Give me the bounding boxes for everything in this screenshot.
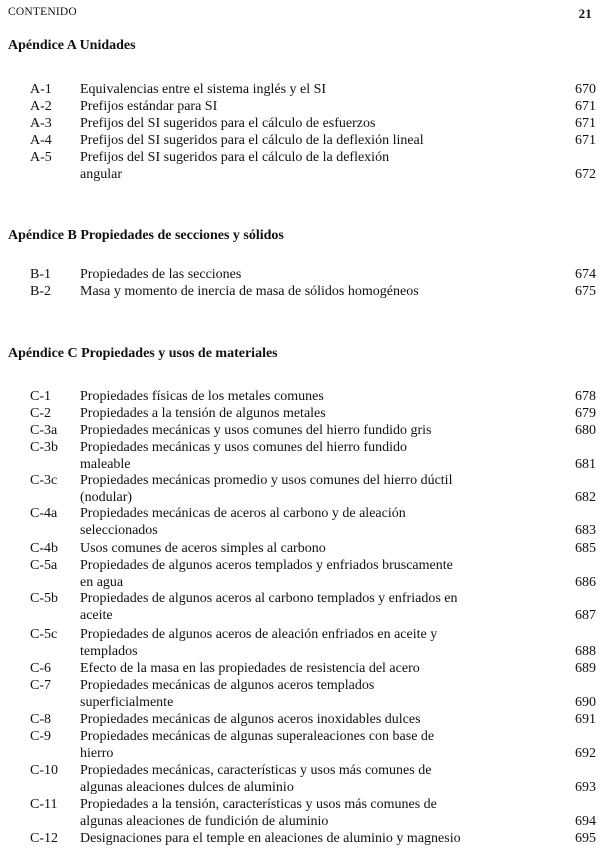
entry-title: [80, 830, 535, 847]
entry-title-line: Designaciones para el temple en aleaciones de aluminio y magnesio: [80, 831, 461, 846]
entry-title: [80, 590, 535, 624]
entry-page-number: 672: [575, 167, 596, 182]
entry-title-line: Propiedades de algunos aceros templados y enfriados bruscamente: [80, 558, 453, 573]
entry-title-line: Propiedades de las secciones: [80, 267, 242, 282]
entry-title: [80, 439, 535, 473]
entry-code: C-10: [30, 763, 58, 778]
entry-title: [80, 505, 535, 539]
entry-page-number: 679: [575, 406, 596, 421]
entry-page-number: 691: [575, 712, 596, 727]
entry-page-number: 683: [575, 523, 596, 538]
entry-title-line: Propiedades a la tensión de algunos metales: [80, 406, 326, 421]
entry-title: [80, 149, 535, 183]
entry-title-line: algunas aleaciones de fundición de aluminio: [80, 814, 329, 829]
entry-page-number: 694: [575, 814, 596, 829]
entry-code: B-2: [30, 284, 51, 299]
entry-code: C-7: [30, 678, 51, 693]
entry-code: C-3b: [30, 440, 58, 455]
entry-title: [80, 796, 535, 830]
entry-title: [80, 626, 535, 660]
entry-page-number: 678: [575, 389, 596, 404]
entry-page-number: 685: [575, 541, 596, 556]
entry-code: C-5a: [30, 558, 58, 573]
entry-code: C-3a: [30, 423, 58, 438]
entry-title-line: angular: [80, 167, 122, 182]
entry-title-line: aceite: [80, 608, 113, 623]
entry-title-line: Equivalencias entre el sistema inglés y el SI: [80, 82, 327, 97]
entry-page-number: 689: [575, 661, 596, 676]
entry-code: C-8: [30, 712, 51, 727]
entry-title-line: Propiedades mecánicas y usos comunes del hierro fundido: [80, 440, 407, 455]
entry-title-line: Propiedades mecánicas de algunos aceros inoxidables dulces: [80, 712, 421, 727]
entry-title-line: Prefijos del SI sugeridos para el cálculo de la deflexión: [80, 150, 390, 165]
entry-title-line: Propiedades mecánicas y usos comunes del hierro fundido gris: [80, 423, 432, 438]
entry-page-number: 695: [575, 831, 596, 846]
section-title: Apéndice C Propiedades y usos de materiales: [8, 346, 278, 361]
entry-title: [80, 405, 535, 422]
entry-title: [80, 283, 535, 300]
entry-page-number: 675: [575, 284, 596, 299]
section-title: Apéndice A Unidades: [8, 38, 136, 53]
entry-page-number: 680: [575, 423, 596, 438]
entry-code: C-2: [30, 406, 51, 421]
running-header-title: CONTENIDO: [8, 6, 77, 18]
entry-title-line: Propiedades de algunos aceros al carbono templados y enfriados en: [80, 591, 458, 606]
entry-page-number: 671: [575, 116, 596, 131]
entry-page-number: 674: [575, 267, 596, 282]
entry-code: C-11: [30, 797, 58, 812]
entry-page-number: 686: [575, 575, 596, 590]
entry-page-number: 688: [575, 644, 596, 659]
entry-title: [80, 81, 535, 98]
entry-title: [80, 388, 535, 405]
entry-title: [80, 540, 535, 557]
entry-title: [80, 266, 535, 283]
entry-title: [80, 132, 535, 149]
entry-title-line: Propiedades mecánicas de algunas superaleaciones con base de: [80, 729, 435, 744]
entry-title-line: templados: [80, 644, 138, 659]
section-title: Apéndice B Propiedades de secciones y sólidos: [8, 228, 284, 243]
entry-title-line: Propiedades mecánicas, características y usos más comunes de: [80, 763, 432, 778]
entry-title-line: Prefijos estándar para SI: [80, 99, 218, 114]
entry-title-line: Prefijos del SI sugeridos para el cálculo de esfuerzos: [80, 116, 376, 131]
running-header: [8, 6, 592, 22]
entry-title-line: algunas aleaciones dulces de aluminio: [80, 780, 294, 795]
entry-code: A-2: [30, 99, 52, 114]
entry-page-number: 671: [575, 99, 596, 114]
entry-title-line: Propiedades mecánicas de aceros al carbono y de aleación: [80, 506, 406, 521]
entry-title: [80, 557, 535, 591]
entry-code: A-1: [30, 82, 52, 97]
entry-title: [80, 115, 535, 132]
entry-title-line: Propiedades mecánicas de algunos aceros templados: [80, 678, 375, 693]
entry-code: A-3: [30, 116, 52, 131]
entry-title: [80, 677, 535, 711]
entry-title-line: Propiedades de algunos aceros de aleación enfriados en aceite y: [80, 627, 438, 642]
entry-title-line: Efecto de la masa en las propiedades de resistencia del acero: [80, 661, 420, 676]
entry-title-line: en agua: [80, 575, 124, 590]
entry-title: [80, 472, 535, 506]
entry-title-line: Masa y momento de inercia de masa de sólidos homogéneos: [80, 284, 419, 299]
entry-title-line: hierro: [80, 746, 114, 761]
entry-code: B-1: [30, 267, 51, 282]
entry-title: [80, 422, 535, 439]
entry-title-line: (nodular): [80, 490, 133, 505]
entry-title: [80, 660, 535, 677]
entry-page-number: 692: [575, 746, 596, 761]
entry-code: C-9: [30, 729, 51, 744]
entry-code: A-5: [30, 150, 52, 165]
entry-title: [80, 728, 535, 762]
entry-page-number: 687: [575, 608, 596, 623]
entry-page-number: 670: [575, 82, 596, 97]
entry-code: C-6: [30, 661, 51, 676]
entry-title-line: seleccionados: [80, 523, 158, 538]
entry-page-number: 682: [575, 490, 596, 505]
entry-code: C-5c: [30, 627, 58, 642]
entry-title: [80, 762, 535, 796]
entry-title-line: Prefijos del SI sugeridos para el cálculo de la deflexión lineal: [80, 133, 424, 148]
entry-code: C-12: [30, 831, 58, 846]
entry-title-line: maleable: [80, 457, 131, 472]
entry-code: C-4b: [30, 541, 58, 556]
entry-title-line: Propiedades mecánicas promedio y usos comunes del hierro dúctil: [80, 473, 453, 488]
page-number: 21: [578, 6, 592, 21]
entry-title: [80, 98, 535, 115]
entry-title-line: Usos comunes de aceros simples al carbono: [80, 541, 326, 556]
entry-page-number: 693: [575, 780, 596, 795]
entry-title-line: superficialmente: [80, 695, 174, 710]
entry-page-number: 671: [575, 133, 596, 148]
entry-page-number: 681: [575, 457, 596, 472]
entry-title: [80, 711, 535, 728]
entry-code: C-3c: [30, 473, 58, 488]
entry-title-line: Propiedades a la tensión, características y usos más comunes de: [80, 797, 437, 812]
entry-code: A-4: [30, 133, 52, 148]
entry-title-line: Propiedades físicas de los metales comunes: [80, 389, 324, 404]
entry-code: C-5b: [30, 591, 58, 606]
entry-code: C-4a: [30, 506, 58, 521]
entry-page-number: 690: [575, 695, 596, 710]
entry-code: C-1: [30, 389, 51, 404]
